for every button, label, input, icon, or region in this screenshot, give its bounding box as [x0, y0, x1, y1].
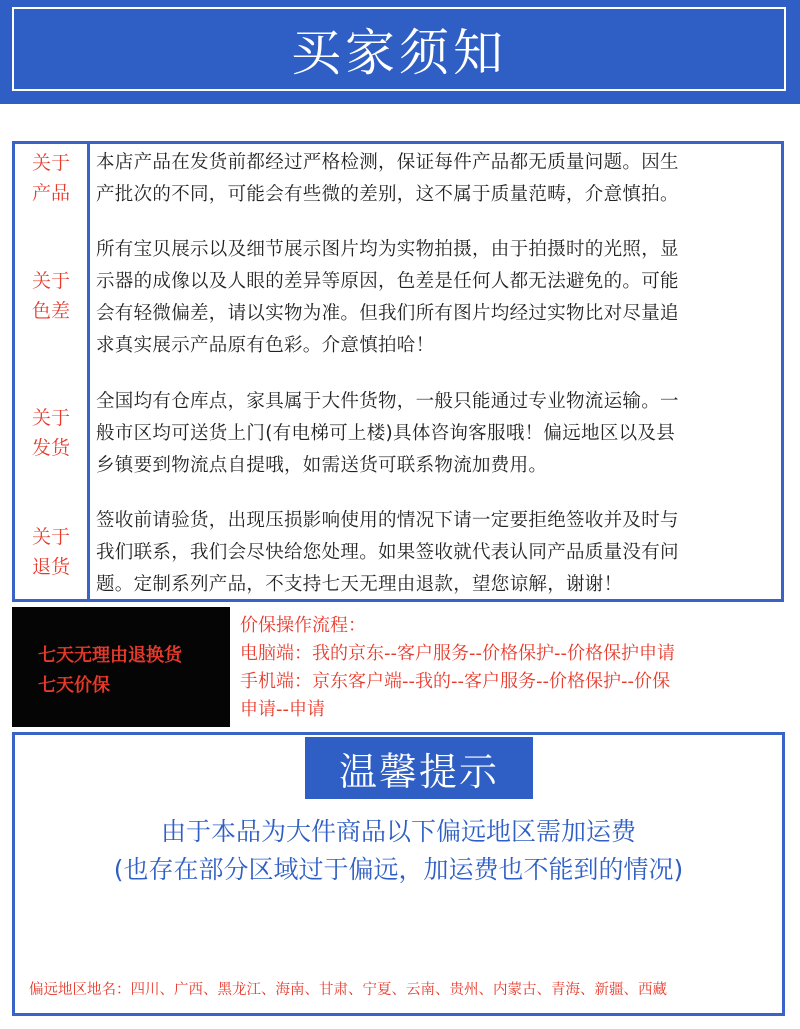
price-protection-line: 申请--申请	[240, 699, 325, 720]
policy-box	[12, 607, 230, 727]
label-line: 关于	[31, 407, 70, 429]
label-line: 关于	[31, 270, 70, 292]
label-line: 退货	[31, 556, 70, 578]
label-line: 关于	[31, 152, 70, 174]
content-column	[90, 144, 781, 599]
label-line: 发货	[31, 437, 70, 459]
notice-table	[12, 141, 784, 602]
label-line: 关于	[31, 526, 70, 548]
label-shipping	[15, 403, 87, 463]
policy-price: 七天价保	[38, 675, 110, 696]
notice-line: 示器的成像以及人眼的差异等原因，色差是任何人都无法避免的。可能	[96, 271, 679, 292]
notice-shipping	[96, 386, 779, 482]
notice-return	[96, 505, 779, 601]
price-protection-line: 电脑端：我的京东--客户服务--价格保护--价格保护申请	[240, 643, 675, 664]
policy-return: 七天无理由退换货	[38, 645, 182, 666]
notice-line: 求真实展示产品原有色彩。介意慎拍哈！	[96, 335, 435, 356]
notice-line: 签收前请验货，出现压损影响使用的情况下请一定要拒绝签收并及时与	[96, 510, 679, 531]
page-title: 买家须知	[12, 7, 786, 91]
tips-title: 温馨提示	[305, 737, 533, 799]
notice-line: 产批次的不同，可能会有些微的差别，这不属于质量范畴，介意慎拍。	[96, 184, 679, 205]
notice-line: 题。定制系列产品，不支持七天无理由退款，望您谅解，谢谢！	[96, 574, 623, 595]
notice-line: 所有宝贝展示以及细节展示图片均为实物拍摄，由于拍摄时的光照，显	[96, 239, 679, 260]
notice-product	[96, 147, 779, 211]
tips-box	[12, 732, 785, 1016]
notice-line: 我们联系，我们会尽快给您处理。如果签收就代表认同产品质量没有问	[96, 542, 679, 563]
notice-line: 般市区均可送货上门(有电梯可上楼)具体咨询客服哦！偏远地区以及县	[96, 423, 676, 444]
notice-line: 会有轻微偏差，请以实物为准。但我们所有图片均经过实物比对尽量追	[96, 303, 679, 324]
price-protection-title: 价保操作流程：	[240, 615, 366, 636]
label-product	[15, 148, 87, 208]
remote-areas: 偏远地区地名：四川、广西、黑龙江、海南、甘肃、宁夏、云南、贵州、内蒙古、青海、新疆、西藏	[29, 982, 667, 998]
notice-line: 乡镇要到物流点自提哦，如需送货可联系物流加费用。	[96, 455, 548, 476]
notice-line: 全国均有仓库点，家具属于大件货物，一般只能通过专业物流运输。一	[96, 391, 679, 412]
notice-line: 本店产品在发货前都经过严格检测，保证每件产品都无质量问题。因生	[96, 152, 679, 173]
label-column	[15, 144, 90, 599]
tips-line-1: 由于本品为大件商品以下偏远地区需加运费	[160, 817, 636, 846]
label-return	[15, 522, 87, 582]
notice-color	[96, 234, 779, 362]
header-banner	[0, 0, 800, 104]
price-protection-steps	[240, 612, 788, 724]
label-line: 产品	[31, 182, 70, 204]
label-line: 色差	[31, 300, 70, 322]
label-color	[15, 266, 87, 326]
tips-line-2: (也存在部分区域过于偏远，加运费也不能到的情况)	[113, 855, 684, 884]
price-protection-line: 手机端：京东客户端--我的--客户服务--价格保护--价保	[240, 671, 670, 692]
